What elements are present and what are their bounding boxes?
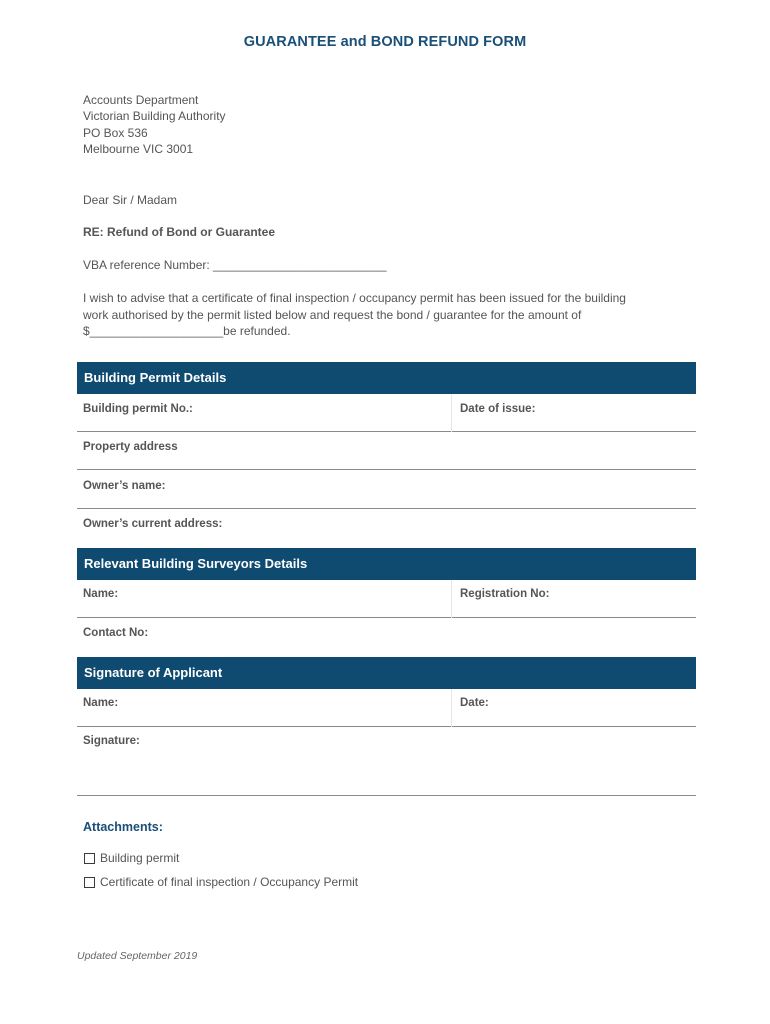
column-divider: [451, 580, 452, 618]
owners-name-field[interactable]: Owner’s name:: [83, 480, 166, 492]
checkbox-icon[interactable]: [84, 853, 95, 864]
updated-footer: Updated September 2019: [77, 950, 198, 962]
refund-amount-line[interactable]: $____________________be refunded.: [83, 324, 291, 338]
section-header-surveyor: Relevant Building Surveyors Details: [77, 548, 696, 580]
owners-name-row: [77, 470, 696, 509]
attachments-title: Attachments:: [83, 820, 163, 834]
surveyor-name-row: [77, 580, 696, 618]
owners-current-address-field[interactable]: Owner’s current address:: [83, 518, 223, 530]
contact-no-field[interactable]: Contact No:: [83, 627, 149, 639]
paragraph-line: I wish to advise that a certificate of final inspection / occupancy permit has been issued for the building: [83, 291, 626, 305]
attachment-label: Building permit: [100, 851, 180, 865]
attachment-building-permit[interactable]: [84, 851, 179, 865]
attachment-certificate[interactable]: [84, 875, 358, 889]
signature-field[interactable]: Signature:: [83, 735, 140, 747]
signature-row: [77, 727, 696, 796]
permit-no-field[interactable]: Building permit No.:: [83, 403, 193, 415]
recipient-address: [83, 92, 226, 158]
salutation: Dear Sir / Madam: [83, 193, 178, 207]
contact-row: [77, 618, 696, 656]
section-header-signature: Signature of Applicant: [77, 657, 696, 689]
request-paragraph: [83, 290, 693, 340]
applicant-name-field[interactable]: Name:: [83, 697, 119, 709]
property-address-field[interactable]: Property address: [83, 441, 178, 453]
address-line: PO Box 536: [83, 125, 148, 140]
attachment-label: Certificate of final inspection / Occupancy Permit: [100, 875, 359, 889]
paragraph-line: work authorised by the permit listed below and request the bond / guarantee for the amount of: [83, 307, 582, 322]
registration-no-field[interactable]: Registration No:: [460, 588, 550, 600]
address-line: Accounts Department: [83, 93, 199, 107]
section-header-building-permit: Building Permit Details: [77, 362, 696, 394]
column-divider: [451, 689, 452, 727]
address-line: Melbourne VIC 3001: [83, 142, 194, 157]
re-line: RE: Refund of Bond or Guarantee: [83, 225, 275, 239]
owners-address-row: [77, 509, 696, 548]
applicant-name-row: [77, 689, 696, 727]
checkbox-icon[interactable]: [84, 877, 95, 888]
permit-row: [77, 394, 696, 432]
column-divider: [451, 394, 452, 432]
address-line: Victorian Building Authority: [83, 109, 226, 124]
form-title: GUARANTEE and BOND REFUND FORM: [243, 34, 527, 50]
vba-reference-field[interactable]: VBA reference Number: __________________________: [83, 258, 387, 272]
property-address-row: [77, 432, 696, 470]
date-of-issue-field[interactable]: Date of issue:: [460, 403, 536, 415]
applicant-date-field[interactable]: Date:: [460, 697, 489, 709]
surveyor-name-field[interactable]: Name:: [83, 588, 119, 600]
